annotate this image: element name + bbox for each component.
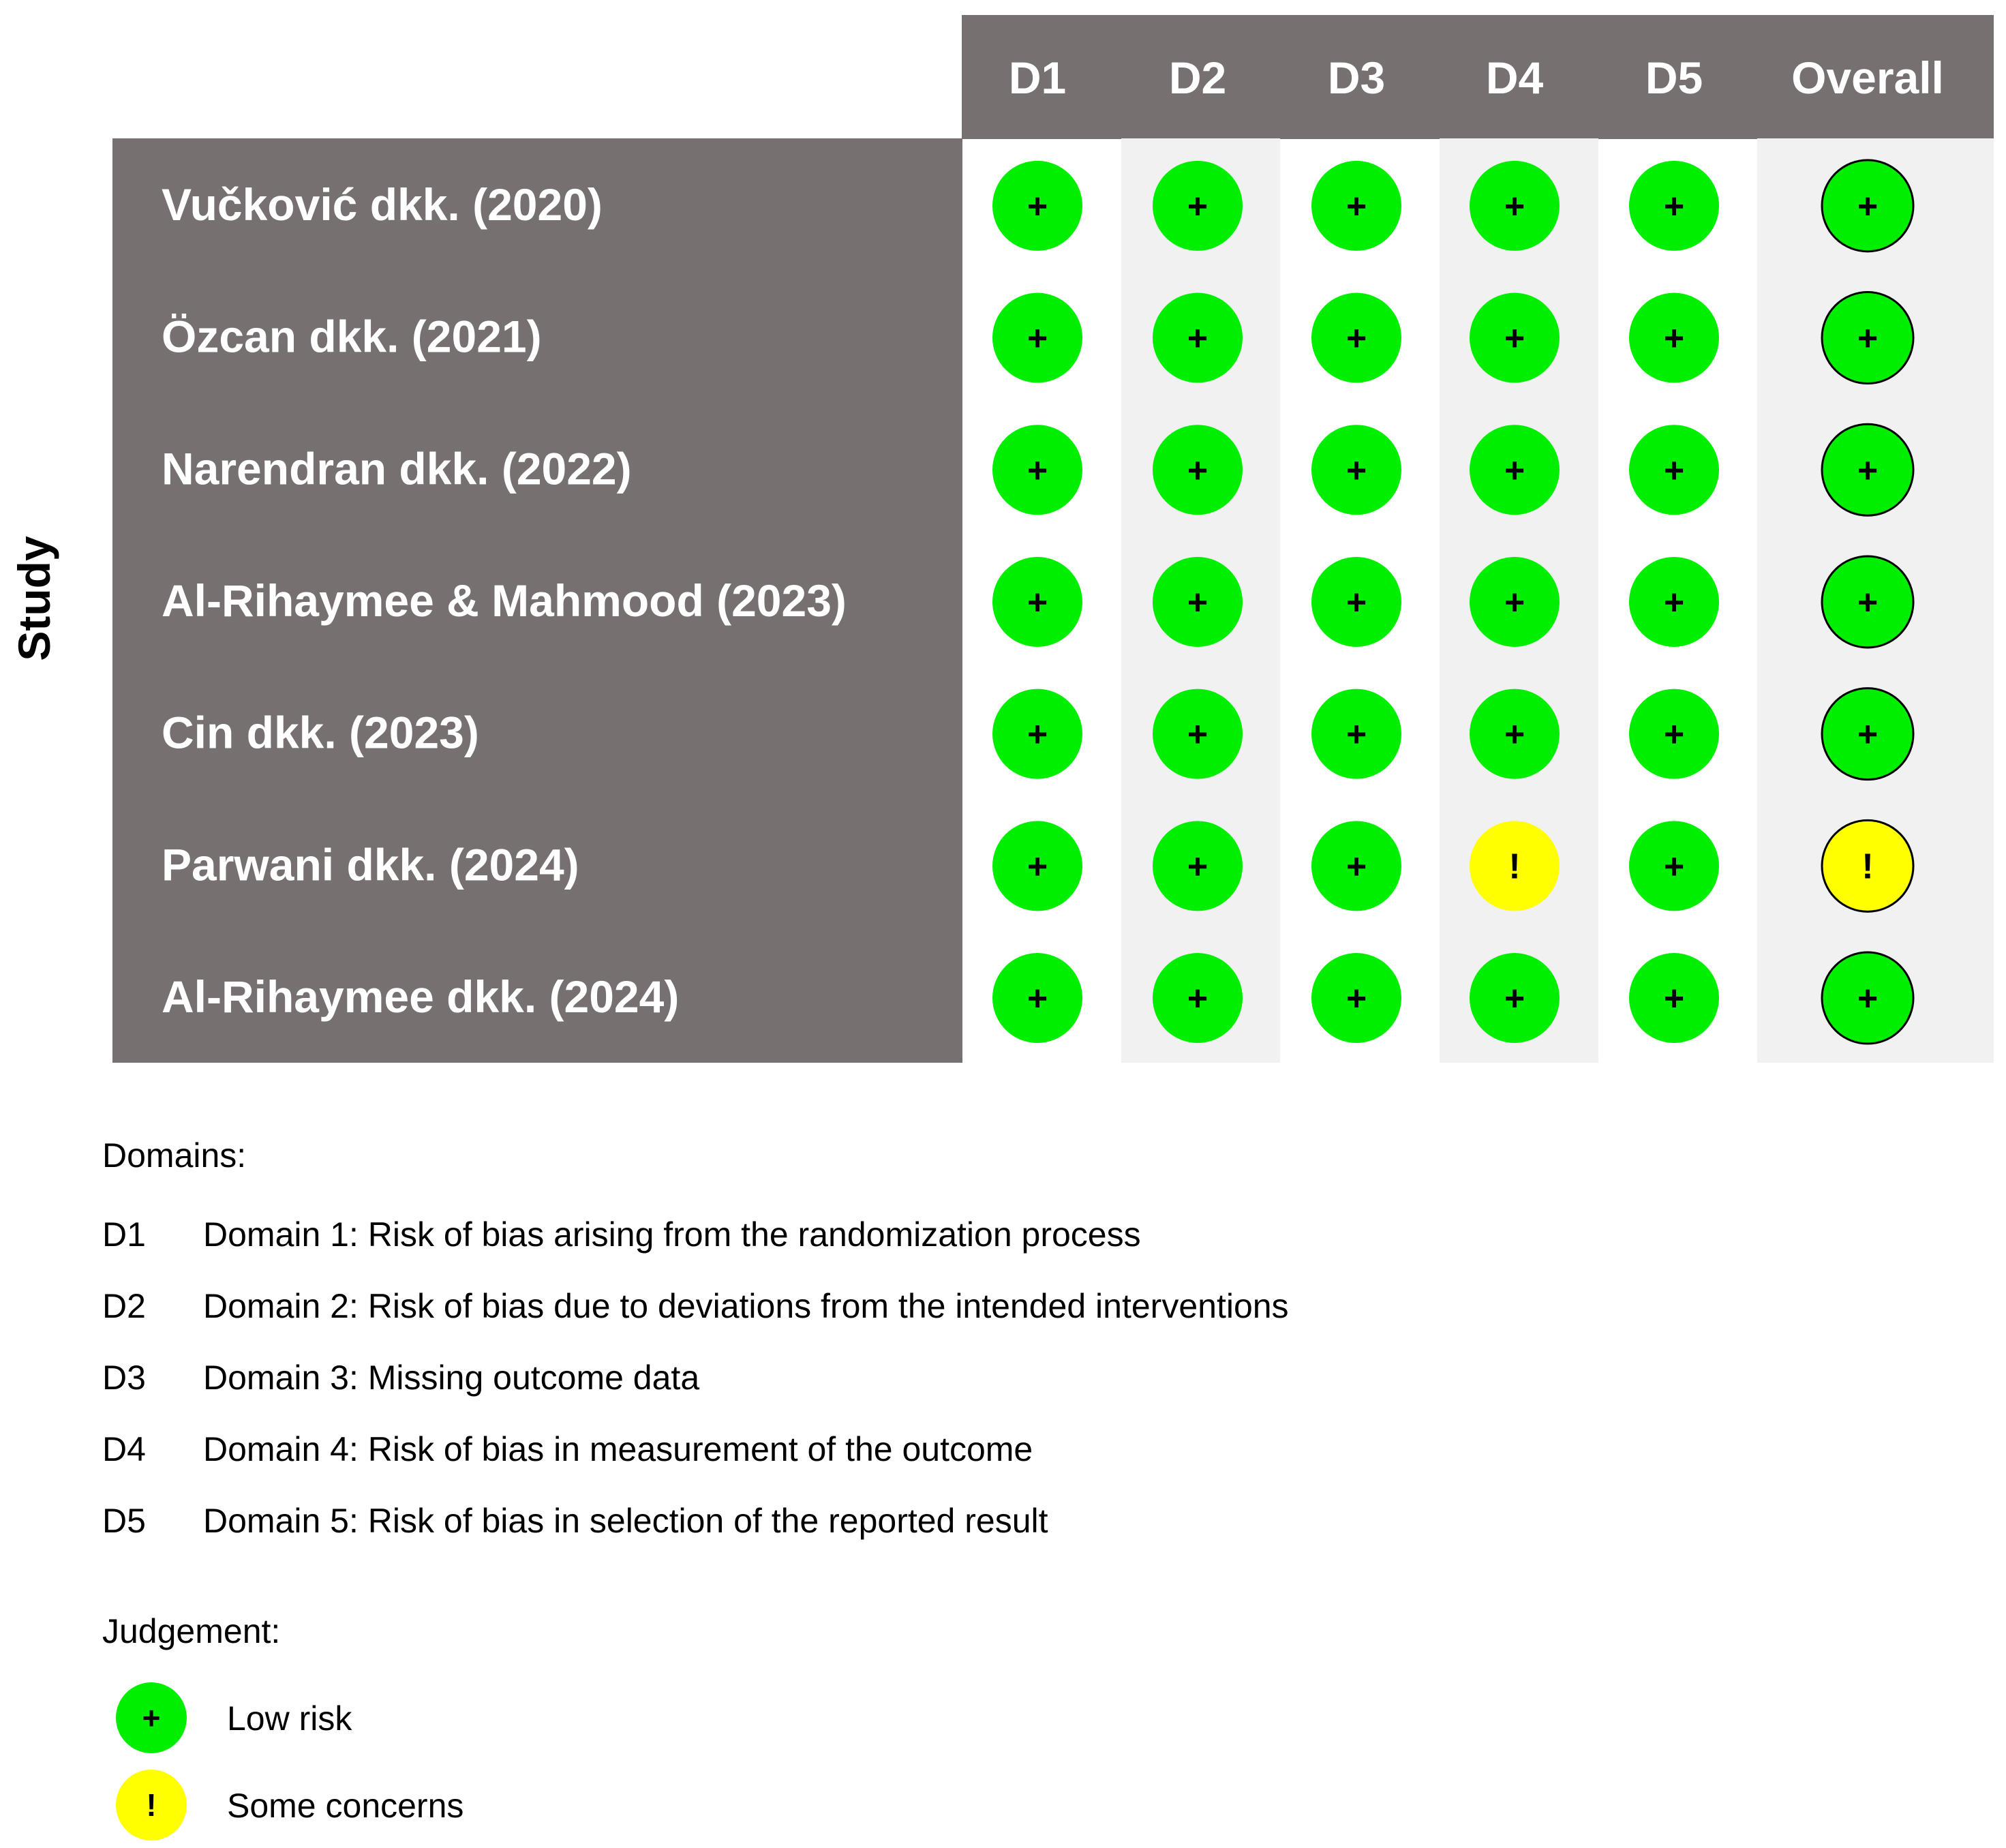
judgement-legend-item-low-risk <box>116 1682 352 1753</box>
judgement-cell-overall <box>1822 556 1913 648</box>
judgement-cell-overall <box>1822 292 1913 384</box>
domain-code: D4 <box>102 1430 146 1468</box>
judgement-cell-d2 <box>1153 161 1243 251</box>
plus-symbol: + <box>1663 186 1685 226</box>
plus-symbol: + <box>1504 186 1525 226</box>
plus-symbol: + <box>1346 847 1367 887</box>
plus-symbol: + <box>1857 451 1879 491</box>
judgement-cell-d3 <box>1311 161 1401 251</box>
plus-symbol: + <box>1346 714 1367 755</box>
judgement-cell-overall <box>1822 424 1913 515</box>
column-header-d5: D5 <box>1645 52 1703 103</box>
plus-symbol: + <box>1187 318 1209 359</box>
plus-symbol: + <box>1857 318 1879 359</box>
domain-code: D3 <box>102 1359 146 1397</box>
judgement-cell-d1 <box>992 689 1082 779</box>
domain-code: D5 <box>102 1502 146 1540</box>
plus-symbol: + <box>142 1700 161 1736</box>
judgement-cell-overall <box>1822 952 1913 1044</box>
domain-legend-item <box>102 1359 699 1397</box>
judgement-label: Low risk <box>227 1699 352 1738</box>
plus-symbol: + <box>1187 714 1209 755</box>
judgement-cell-d4 <box>1470 689 1560 779</box>
plus-symbol: + <box>1187 582 1209 622</box>
judgement-cell-overall <box>1822 160 1913 252</box>
study-label: Al-Rihaymee & Mahmood (2023) <box>162 575 847 626</box>
judgement-cell-d2 <box>1153 953 1243 1043</box>
judgement-cell-d3 <box>1311 953 1401 1043</box>
judgement-cell-d2 <box>1153 821 1243 911</box>
judgement-cell-d3 <box>1311 689 1401 779</box>
plus-symbol: + <box>1027 318 1048 359</box>
exclamation-symbol: ! <box>1508 847 1521 887</box>
judgement-cell-d5 <box>1629 425 1719 515</box>
study-label: Cin dkk. (2023) <box>162 707 479 758</box>
domain-description: Domain 3: Missing outcome data <box>203 1359 700 1397</box>
judgement-cell-d5 <box>1629 557 1719 647</box>
plus-symbol: + <box>1027 714 1048 755</box>
column-header-d1: D1 <box>1008 52 1067 103</box>
judgement-cell-d3 <box>1311 557 1401 647</box>
judgement-legend-item-some-concerns <box>116 1770 463 1841</box>
judgement-cell-overall <box>1822 820 1913 911</box>
plus-symbol: + <box>1346 582 1367 622</box>
plus-symbol: + <box>1504 451 1525 491</box>
exclamation-symbol: ! <box>1861 847 1874 887</box>
judgement-cell-d1 <box>992 425 1082 515</box>
domain-description: Domain 4: Risk of bias in measurement of the outcome <box>203 1430 1033 1468</box>
judgement-legend <box>116 1682 463 1841</box>
judgement-cell-d2 <box>1153 425 1243 515</box>
column-header-d3: D3 <box>1327 52 1386 103</box>
judgement-label: Some concerns <box>227 1787 464 1825</box>
plus-symbol: + <box>1857 582 1879 622</box>
plus-symbol: + <box>1346 979 1367 1019</box>
plus-symbol: + <box>1027 186 1048 226</box>
column-header-d2: D2 <box>1168 52 1227 103</box>
domain-legend-item <box>102 1215 1141 1254</box>
domain-list <box>102 1215 1289 1540</box>
judgement-cell-d5 <box>1629 821 1719 911</box>
plus-symbol: + <box>1187 451 1209 491</box>
judgement-cell-d1 <box>992 953 1082 1043</box>
judgement-cell-overall <box>1822 688 1913 780</box>
plus-symbol: + <box>1027 451 1048 491</box>
judgement-cell-d4 <box>1470 821 1560 911</box>
domain-description: Domain 2: Risk of bias due to deviations from the intended interventions <box>203 1287 1289 1325</box>
judgement-cell-d4 <box>1470 953 1560 1043</box>
domain-description: Domain 1: Risk of bias arising from the randomization process <box>203 1215 1141 1254</box>
judgement-cell-d5 <box>1629 689 1719 779</box>
y-axis-label: Study <box>9 536 59 661</box>
plus-symbol: + <box>1663 979 1685 1019</box>
study-label: Parwani dkk. (2024) <box>162 839 579 890</box>
plus-symbol: + <box>1857 714 1879 755</box>
judgement-cell-d3 <box>1311 293 1401 383</box>
plus-symbol: + <box>1663 582 1685 622</box>
plus-symbol: + <box>1027 582 1048 622</box>
plus-symbol: + <box>1187 979 1209 1019</box>
plus-symbol: + <box>1663 847 1685 887</box>
plus-symbol: + <box>1504 714 1525 755</box>
judgement-cell-d4 <box>1470 293 1560 383</box>
study-label: Narendran dkk. (2022) <box>162 443 632 494</box>
judgement-cell-d4 <box>1470 557 1560 647</box>
judgement-cell-d1 <box>992 557 1082 647</box>
domain-legend-item <box>102 1430 1033 1468</box>
judgement-heading: Judgement: <box>102 1612 281 1650</box>
domain-code: D2 <box>102 1287 146 1325</box>
judgement-cell-d3 <box>1311 425 1401 515</box>
plus-symbol: + <box>1027 979 1048 1019</box>
plus-symbol: + <box>1504 318 1525 359</box>
judgement-cell-d2 <box>1153 557 1243 647</box>
plus-symbol: + <box>1857 979 1879 1019</box>
plus-symbol: + <box>1504 979 1525 1019</box>
plus-symbol: + <box>1346 186 1367 226</box>
plus-symbol: + <box>1504 582 1525 622</box>
plus-symbol: + <box>1346 451 1367 491</box>
legend <box>102 1136 1289 1841</box>
plus-symbol: + <box>1187 847 1209 887</box>
judgement-cell-d4 <box>1470 161 1560 251</box>
judgement-cell-d3 <box>1311 821 1401 911</box>
column-header-overall: Overall <box>1791 52 1944 103</box>
study-label: Vučković dkk. (2020) <box>162 179 603 230</box>
judgement-cell-d2 <box>1153 293 1243 383</box>
judgement-cell-d5 <box>1629 293 1719 383</box>
judgement-cell-d1 <box>992 821 1082 911</box>
domains-heading: Domains: <box>102 1136 247 1175</box>
plus-symbol: + <box>1663 714 1685 755</box>
judgement-cell-d2 <box>1153 689 1243 779</box>
judgement-cell-d5 <box>1629 161 1719 251</box>
domain-code: D1 <box>102 1215 146 1254</box>
study-label: Al-Rihaymee dkk. (2024) <box>162 971 680 1023</box>
plus-symbol: + <box>1663 451 1685 491</box>
domain-legend-item <box>102 1287 1289 1325</box>
domain-description: Domain 5: Risk of bias in selection of the reported result <box>203 1502 1048 1540</box>
plus-symbol: + <box>1663 318 1685 359</box>
domain-legend-item <box>102 1502 1048 1540</box>
column-header-d4: D4 <box>1485 52 1544 103</box>
plus-symbol: + <box>1346 318 1367 359</box>
plus-symbol: + <box>1027 847 1048 887</box>
judgement-cell-d1 <box>992 161 1082 251</box>
plus-symbol: + <box>1187 186 1209 226</box>
exclamation-symbol: ! <box>146 1787 157 1823</box>
judgement-cell-d5 <box>1629 953 1719 1043</box>
judgement-cell-d1 <box>992 293 1082 383</box>
judgement-cell-d4 <box>1470 425 1560 515</box>
plus-symbol: + <box>1857 186 1879 226</box>
study-label: Özcan dkk. (2021) <box>162 311 542 362</box>
